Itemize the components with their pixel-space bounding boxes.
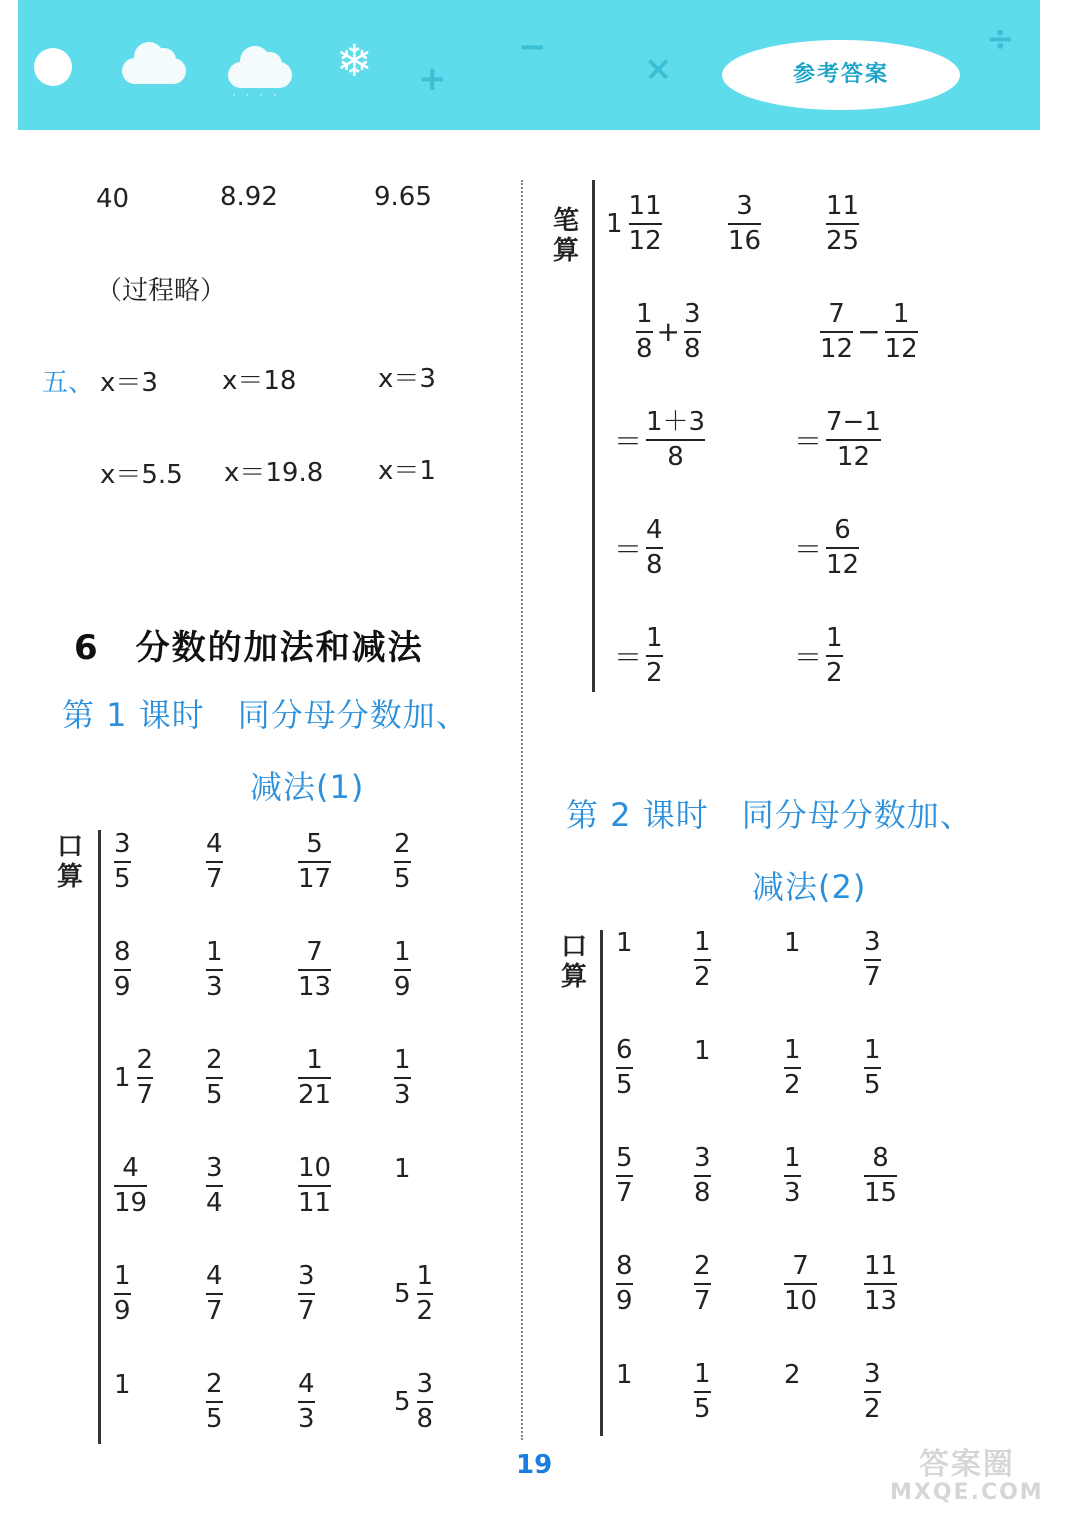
fraction-bar — [417, 1401, 434, 1403]
numerator: 4 — [298, 1369, 315, 1399]
fraction — [864, 1360, 881, 1423]
answer-cell — [616, 1144, 633, 1207]
denominator: 8 — [694, 1177, 711, 1208]
fraction-bar — [784, 1175, 801, 1177]
fraction — [298, 1370, 315, 1433]
fraction-bar — [114, 861, 131, 863]
fraction — [114, 1154, 147, 1217]
numerator: 1 — [114, 1261, 131, 1291]
fraction — [616, 1036, 633, 1099]
numerator: 2 — [394, 829, 411, 859]
answer-cell — [694, 1144, 711, 1207]
lesson-2-subtitle: 减法(2) — [752, 868, 867, 906]
page-number: 19 — [516, 1450, 553, 1480]
fraction-bar — [298, 1185, 331, 1187]
denominator: 5 — [694, 1393, 711, 1424]
numerator: 1 — [694, 927, 711, 957]
fraction-bar — [394, 861, 411, 863]
fraction — [298, 938, 331, 1001]
fraction — [206, 938, 223, 1001]
fraction — [629, 192, 662, 255]
answer-cell — [298, 1370, 315, 1433]
fraction-bar — [864, 1067, 881, 1069]
answer-cell — [784, 1144, 801, 1207]
answer-cell — [864, 1252, 897, 1315]
plus-sign-icon: + — [418, 59, 447, 99]
equation-answer: x＝19.8 — [224, 458, 324, 488]
answer-cell — [114, 830, 131, 893]
answer-cell — [394, 1046, 411, 1109]
denominator: 2 — [694, 961, 711, 992]
fraction-bar — [394, 1077, 411, 1079]
answer-cell — [298, 830, 331, 893]
sun-icon — [34, 48, 72, 86]
answer-cell — [206, 1370, 223, 1433]
answer-cell — [298, 938, 331, 1001]
whole-number: 1 — [394, 1154, 411, 1184]
fraction — [394, 1046, 411, 1109]
calc-a-step-2: ＝ $\frac{4}{8}$ — [614, 515, 663, 580]
numerator: 1 — [394, 937, 411, 967]
answer-cell — [206, 1154, 223, 1217]
divide-sign-icon: ÷ — [986, 19, 1015, 59]
fraction-bar — [784, 1283, 817, 1285]
numerator: 1 — [784, 1143, 801, 1173]
answer-cell — [694, 1360, 711, 1423]
oral-calc-rule — [98, 830, 101, 1444]
denominator: 9 — [394, 971, 411, 1002]
fraction-bar — [784, 1067, 801, 1069]
oral-calc-label: 口算 — [56, 832, 83, 892]
denominator: 13 — [864, 1285, 898, 1316]
fraction — [298, 1262, 315, 1325]
oral-calc-rule — [600, 930, 603, 1436]
equation-answer: x＝1 — [378, 456, 436, 486]
denominator: 2 — [784, 1069, 801, 1100]
fraction-bar — [206, 1293, 223, 1295]
snowflake-icon: ❄ — [336, 36, 373, 87]
denominator: 7 — [298, 1295, 315, 1326]
numerator: 10 — [298, 1153, 332, 1183]
numerator: 1 — [394, 1045, 411, 1075]
minus-sign-icon: − — [518, 27, 547, 67]
answer-cell — [114, 1262, 131, 1325]
denominator: 5 — [394, 863, 411, 894]
denominator: 21 — [298, 1079, 332, 1110]
fraction-bar — [616, 1283, 633, 1285]
calc-a-step-3: ＝ $\frac{1}{2}$ — [614, 623, 663, 688]
numerator: 4 — [206, 1261, 223, 1291]
answer-cell — [864, 1036, 881, 1099]
fraction — [616, 1144, 633, 1207]
fraction — [694, 1252, 711, 1315]
answer-cell — [728, 192, 761, 255]
whole-number: 1 — [694, 1036, 711, 1066]
fraction — [394, 938, 411, 1001]
fraction-bar — [298, 1401, 315, 1403]
fraction-bar — [114, 1293, 131, 1295]
numerator: 1 — [864, 1035, 881, 1065]
denominator: 5 — [616, 1069, 633, 1100]
answer-cell — [394, 1262, 433, 1325]
answer-cell — [206, 1262, 223, 1325]
answer-cell — [864, 1360, 881, 1423]
numerator: 11 — [628, 191, 662, 221]
fraction-bar — [694, 1283, 711, 1285]
answer-cell — [114, 1370, 137, 1400]
denominator: 7 — [864, 961, 881, 992]
written-calc-rule — [592, 180, 595, 692]
denominator: 7 — [694, 1285, 711, 1316]
fraction — [206, 1154, 223, 1217]
process-omitted-note: （过程略） — [96, 276, 227, 306]
numerator: 4 — [122, 1153, 139, 1183]
answer-cell — [784, 928, 807, 958]
denominator: 4 — [206, 1187, 223, 1218]
fraction — [394, 830, 411, 893]
fraction — [728, 192, 761, 255]
answer-cell — [394, 830, 411, 893]
denominator: 13 — [298, 971, 332, 1002]
calc-b-step-1: ＝ $\frac{7-1}{12}$ — [794, 407, 881, 472]
denominator: 5 — [864, 1069, 881, 1100]
fraction-bar — [826, 223, 859, 225]
numerator: 7 — [792, 1251, 809, 1281]
fraction-bar — [298, 969, 331, 971]
lesson-1-subtitle: 减法(1) — [250, 768, 365, 806]
denominator: 16 — [728, 225, 762, 256]
watermark-logo: 答案圈 MXQE.COM — [890, 1447, 1044, 1505]
oral-calc-label: 口算 — [560, 932, 587, 992]
answer-cell — [298, 1262, 315, 1325]
equation-answer: x＝3 — [100, 368, 158, 398]
whole-number: 1 — [114, 1370, 131, 1400]
denominator: 9 — [114, 1295, 131, 1326]
whole-number: 2 — [784, 1360, 801, 1390]
answer-cell — [616, 1360, 639, 1390]
fraction — [114, 938, 131, 1001]
answer-cell — [864, 1144, 897, 1207]
fraction — [206, 1262, 223, 1325]
equation-answer: x＝5.5 — [100, 460, 183, 490]
answer-key-label: 参考答案 — [722, 40, 960, 110]
numerator: 1 — [206, 937, 223, 967]
calc-b-step-2: ＝ $\frac{6}{12}$ — [794, 515, 860, 580]
denominator: 7 — [136, 1079, 154, 1110]
fraction — [137, 1046, 154, 1109]
numerator: 7 — [306, 937, 323, 967]
fraction — [864, 1252, 897, 1315]
answer-cell — [114, 938, 131, 1001]
numerator: 8 — [114, 937, 131, 967]
fraction-bar — [394, 969, 411, 971]
denominator: 3 — [206, 971, 223, 1002]
denominator: 19 — [114, 1187, 148, 1218]
fraction — [784, 1036, 801, 1099]
answer-cell — [298, 1046, 331, 1109]
fraction-bar — [206, 861, 223, 863]
fraction — [298, 830, 331, 893]
fraction — [298, 1046, 331, 1109]
numerator: 1 — [416, 1261, 434, 1291]
lesson-1-title: 第 1 课时 同分母分数加、 — [62, 696, 469, 734]
fraction-bar — [114, 1185, 147, 1187]
answer-cell — [394, 1154, 417, 1184]
answer-cell — [784, 1036, 801, 1099]
numerator: 5 — [616, 1143, 633, 1173]
fraction — [694, 1360, 711, 1423]
answer-cell — [864, 928, 881, 991]
equation-answer: x＝18 — [222, 366, 297, 396]
fraction-bar — [206, 1401, 223, 1403]
answer-cell — [694, 1036, 717, 1066]
fraction-bar — [864, 1283, 897, 1285]
denominator: 12 — [628, 225, 662, 256]
denominator: 7 — [206, 1295, 223, 1326]
whole-number: 1 — [616, 1360, 633, 1390]
calc-b-step-3: ＝ $\frac{1}{2}$ — [794, 623, 843, 688]
numerator: 11 — [826, 191, 860, 221]
answer-cell — [694, 1252, 711, 1315]
fraction — [114, 830, 131, 893]
fraction — [616, 1252, 633, 1315]
numerator: 8 — [616, 1251, 633, 1281]
answer-cell — [616, 928, 639, 958]
answer-cell — [616, 1252, 633, 1315]
fraction-bar — [864, 1391, 881, 1393]
numerator: 8 — [872, 1143, 889, 1173]
numerator: 5 — [306, 829, 323, 859]
numerator: 2 — [206, 1369, 223, 1399]
fraction-bar — [616, 1067, 633, 1069]
fraction-bar — [694, 1175, 711, 1177]
denominator: 3 — [298, 1403, 315, 1434]
fraction — [114, 1262, 131, 1325]
numerator: 3 — [206, 1153, 223, 1183]
answer-cell — [394, 938, 411, 1001]
denominator: 7 — [206, 863, 223, 894]
denominator: 10 — [784, 1285, 818, 1316]
chapter-title: 6 分数的加法和减法 — [74, 628, 424, 668]
denominator: 8 — [416, 1403, 434, 1434]
numerator: 3 — [694, 1143, 711, 1173]
denominator: 3 — [394, 1079, 411, 1110]
answer-cell — [606, 192, 662, 255]
answer-value: 40 — [96, 184, 130, 214]
fraction-bar — [864, 1175, 897, 1177]
denominator: 25 — [826, 225, 860, 256]
numerator: 3 — [114, 829, 131, 859]
answer-cell — [784, 1360, 807, 1390]
whole-number: 5 — [394, 1278, 411, 1309]
fraction-bar — [114, 969, 131, 971]
lesson-2-title: 第 2 课时 同分母分数加、 — [566, 796, 973, 834]
whole-number: 1 — [606, 208, 623, 239]
denominator: 5 — [114, 863, 131, 894]
answer-cell — [784, 1252, 817, 1315]
whole-number: 5 — [394, 1386, 411, 1417]
fraction-bar — [864, 959, 881, 961]
denominator: 2 — [416, 1295, 434, 1326]
fraction — [864, 1036, 881, 1099]
numerator: 2 — [136, 1045, 154, 1075]
numerator: 1 — [694, 1359, 711, 1389]
fraction-bar — [206, 969, 223, 971]
section-five-label: 五、 — [42, 368, 95, 398]
fraction — [417, 1262, 434, 1325]
denominator: 11 — [298, 1187, 332, 1218]
fraction-bar — [137, 1077, 154, 1079]
numerator: 2 — [206, 1045, 223, 1075]
fraction-bar — [616, 1175, 633, 1177]
fraction-bar — [298, 1077, 331, 1079]
rain-drops-icon: · · · · — [232, 88, 280, 102]
answer-value: 9.65 — [374, 182, 432, 212]
fraction-bar — [694, 959, 711, 961]
numerator: 1 — [306, 1045, 323, 1075]
denominator: 17 — [298, 863, 332, 894]
numerator: 3 — [298, 1261, 315, 1291]
calc-b-expression: $\frac{7}{12}$ − $\frac{1}{12}$ — [820, 299, 918, 364]
fraction-bar — [298, 861, 331, 863]
denominator: 2 — [864, 1393, 881, 1424]
fraction-bar — [206, 1077, 223, 1079]
calc-a-step-1: ＝ $\frac{1+3}{8}$ — [614, 407, 706, 472]
whole-number: 1 — [616, 928, 633, 958]
numerator: 4 — [206, 829, 223, 859]
fraction — [206, 1370, 223, 1433]
rain-cloud-icon — [228, 62, 292, 88]
fraction-bar — [629, 223, 662, 225]
answer-cell — [114, 1154, 147, 1217]
numerator: 3 — [864, 1359, 881, 1389]
answer-cell — [206, 830, 223, 893]
numerator: 3 — [864, 927, 881, 957]
whole-number: 1 — [114, 1062, 131, 1093]
denominator: 9 — [114, 971, 131, 1002]
fraction — [417, 1370, 434, 1433]
answer-cell — [298, 1154, 331, 1217]
fraction — [864, 1144, 897, 1207]
calc-a-expression: $\frac{1}{8}$ + $\frac{3}{8}$ — [636, 299, 701, 364]
fraction — [694, 928, 711, 991]
numerator: 1 — [784, 1035, 801, 1065]
times-sign-icon: × — [644, 49, 673, 89]
answer-cell — [694, 928, 711, 991]
answer-cell — [826, 192, 859, 255]
fraction-bar — [728, 223, 761, 225]
denominator: 3 — [784, 1177, 801, 1208]
denominator: 7 — [616, 1177, 633, 1208]
denominator: 9 — [616, 1285, 633, 1316]
fraction — [784, 1144, 801, 1207]
fraction — [784, 1252, 817, 1315]
whole-number: 1 — [784, 928, 801, 958]
denominator: 15 — [864, 1177, 898, 1208]
fraction-bar — [298, 1293, 315, 1295]
answer-value: 8.92 — [220, 182, 278, 212]
denominator: 5 — [206, 1403, 223, 1434]
numerator: 3 — [416, 1369, 434, 1399]
numerator: 11 — [864, 1251, 898, 1281]
numerator: 3 — [736, 191, 753, 221]
answer-cell — [394, 1370, 433, 1433]
fraction — [206, 830, 223, 893]
cloud-icon — [122, 58, 186, 84]
fraction-bar — [417, 1293, 434, 1295]
answer-cell — [206, 938, 223, 1001]
denominator: 5 — [206, 1079, 223, 1110]
fraction — [694, 1144, 711, 1207]
fraction — [826, 192, 859, 255]
fraction-bar — [694, 1391, 711, 1393]
fraction-bar — [206, 1185, 223, 1187]
fraction — [864, 928, 881, 991]
equation-answer: x＝3 — [378, 364, 436, 394]
fraction — [298, 1154, 331, 1217]
numerator: 2 — [694, 1251, 711, 1281]
answer-cell — [114, 1046, 153, 1109]
fraction — [206, 1046, 223, 1109]
column-divider — [521, 180, 523, 1440]
written-calc-label: 笔算 — [552, 206, 579, 266]
answer-cell — [206, 1046, 223, 1109]
numerator: 6 — [616, 1035, 633, 1065]
answer-cell — [616, 1036, 633, 1099]
